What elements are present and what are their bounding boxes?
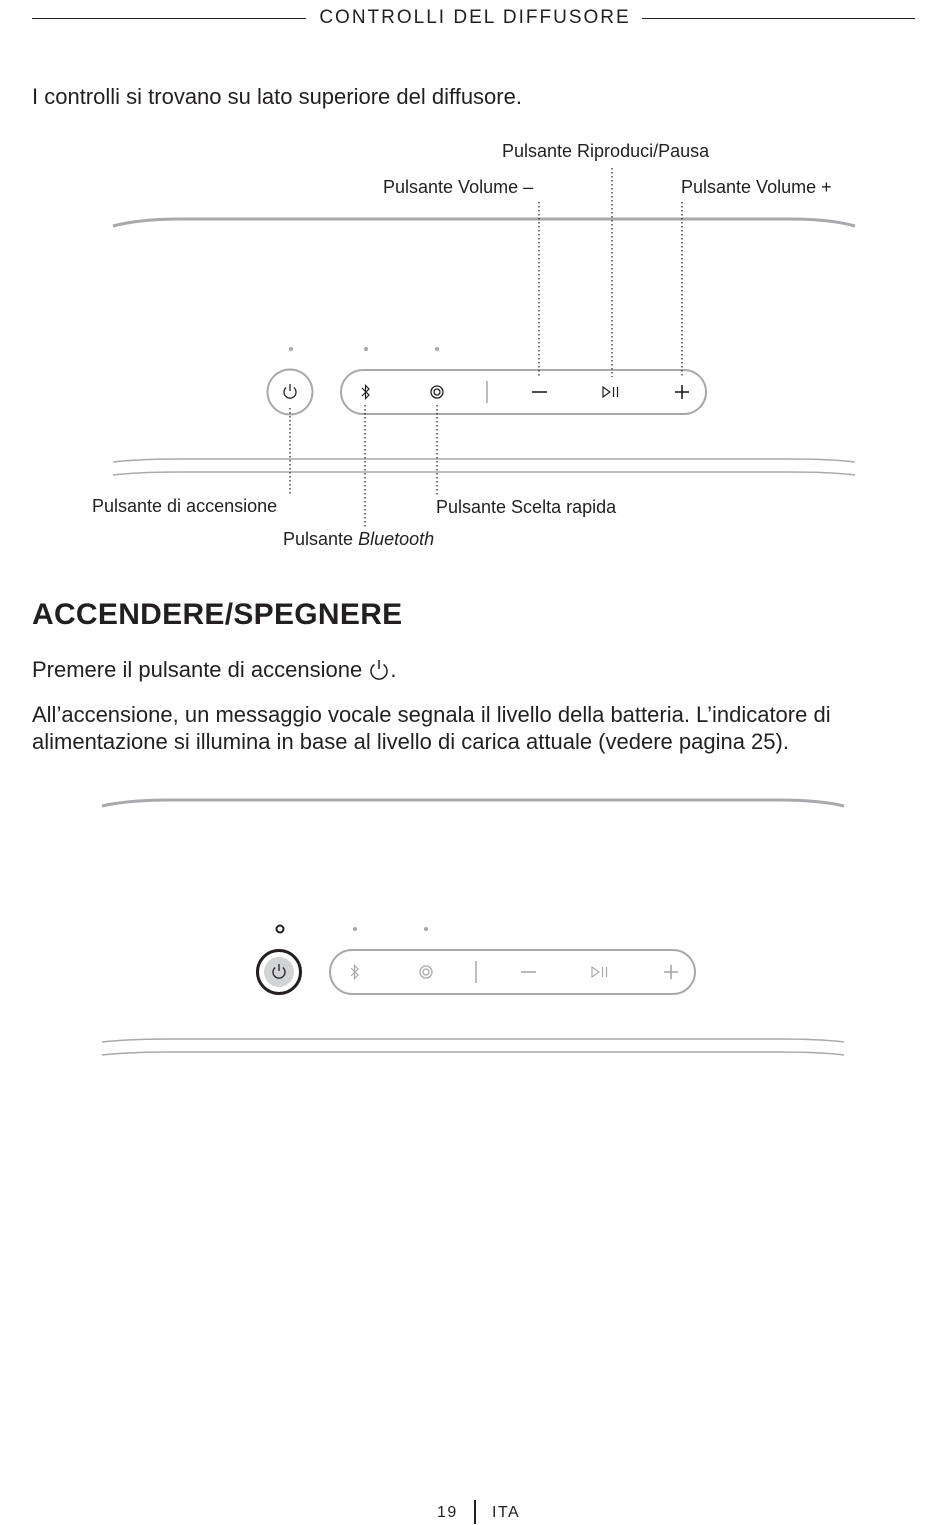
label-play-pause: Pulsante Riproduci/Pausa <box>502 141 710 161</box>
label-bluetooth-name: Bluetooth <box>358 529 435 549</box>
inline-power-icon <box>368 658 390 680</box>
label-volume-up: Pulsante Volume + <box>681 177 832 197</box>
power-button-highlight <box>264 957 294 987</box>
instruction-text-main: Premere il pulsante di accensione <box>32 657 363 682</box>
power-indicator-dot <box>289 347 293 351</box>
speaker-bottom-edge-1 <box>102 1039 844 1042</box>
page-header-title: CONTROLLI DEL DIFFUSORE <box>311 7 638 28</box>
footer-language: ITA <box>492 1504 521 1521</box>
description-text: All’accensione, un messaggio vocale segnala il livello della batteria. L’indicatore di alimentazione si illumina in base al livello di carica attuale (vedere pagina 25). <box>32 702 831 754</box>
control-bar <box>341 370 706 414</box>
power-on-diagram <box>0 780 950 1070</box>
power-indicator-lit <box>277 926 284 933</box>
bluetooth-indicator-dot <box>353 927 357 931</box>
instruction-text-end: . <box>390 657 397 682</box>
label-power: Pulsante di accensione <box>92 496 278 516</box>
instruction-text <box>32 656 912 683</box>
speaker-top-edge <box>113 219 855 226</box>
speaker-bottom-edge-1 <box>113 459 855 462</box>
speaker-controls-diagram <box>0 0 950 560</box>
label-volume-down: Pulsante Volume – <box>383 177 534 197</box>
speaker-bottom-edge-2 <box>113 472 855 475</box>
speaker-top-edge <box>102 800 844 806</box>
label-shortcut: Pulsante Scelta rapida <box>436 497 617 517</box>
power-button <box>268 370 313 415</box>
footer-divider <box>474 1500 476 1524</box>
shortcut-indicator-dot <box>435 347 439 351</box>
speaker-bottom-edge-2 <box>102 1052 844 1055</box>
control-bar <box>330 950 695 994</box>
shortcut-indicator-dot <box>424 927 428 931</box>
label-bluetooth-prefix: Pulsante <box>283 529 359 549</box>
intro-text: I controlli si trovano su lato superiore del diffusore. <box>32 84 522 109</box>
section-heading: ACCENDERE/SPEGNERE <box>32 598 403 631</box>
bluetooth-indicator-dot <box>364 347 368 351</box>
page-number: 19 <box>437 1504 458 1521</box>
